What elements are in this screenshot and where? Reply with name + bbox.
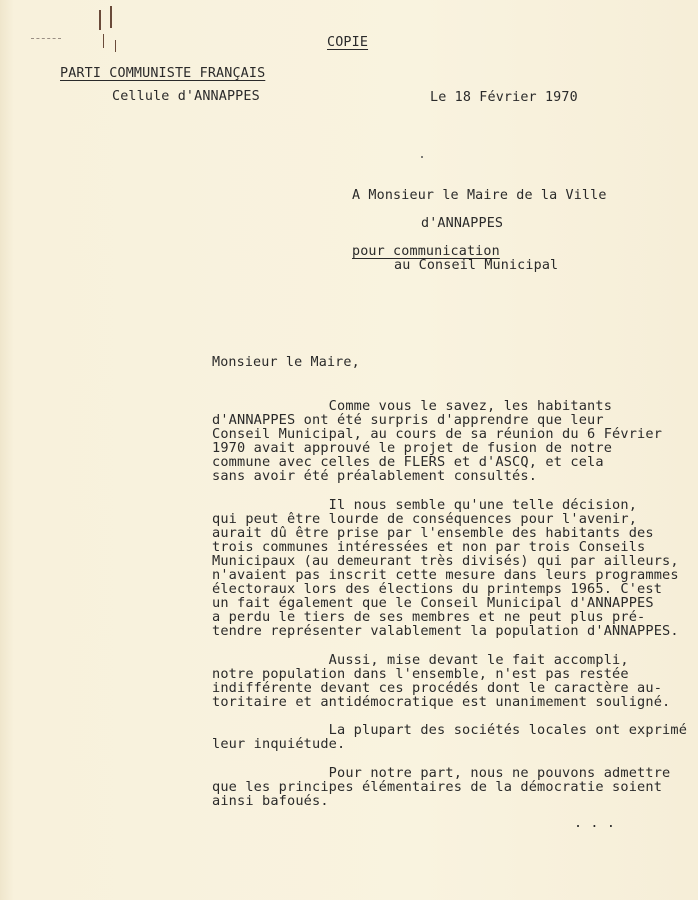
body-line: Pour notre part, nous ne pouvons admettre [212, 765, 671, 781]
body-line: ainsi bafoués. [212, 793, 329, 809]
recipient-line-4: au Conseil Municipal [394, 258, 559, 273]
body-line: Aussi, mise devant le fait accompli, [212, 652, 629, 668]
recipient-line-3: pour communication [352, 244, 500, 259]
body-line: 1970 avait approuvé le projet de fusion de notre [212, 440, 613, 456]
stray-dot [421, 156, 423, 158]
recipient-line-2: d'ANNAPPES [421, 216, 504, 231]
letter-date: Le 18 Février 1970 [430, 90, 578, 105]
body-line: d'ANNAPPES ont été surpris d'apprendre que leur [212, 412, 604, 428]
continuation-marker: . . . [574, 816, 616, 831]
cell-name: Cellule d'ANNAPPES [112, 89, 260, 104]
body-line: Conseil Municipal, au cours de sa réunion du 6 Février [212, 426, 663, 442]
body-line: La plupart des sociétés locales ont exprimé [212, 722, 688, 738]
body-line: Il nous semble qu'une telle décision, [212, 497, 638, 513]
margin-mark [31, 38, 61, 40]
recipient-line-1: A Monsieur le Maire de la Ville [352, 188, 607, 203]
body-line: indifférente devant ces procédés dont le caractère au- [212, 680, 663, 696]
body-line: Comme vous le savez, les habitants [212, 398, 613, 414]
body-line: leur inquiétude. [212, 736, 346, 752]
body-line: électoraux lors des élections du printemps 1965. C'est [212, 581, 663, 597]
pen-marks [95, 4, 125, 56]
body-line: aurait dû être prise par l'ensemble des habitants des [212, 525, 654, 541]
salutation: Monsieur le Maire, [212, 355, 360, 370]
body-line: toritaire et antidémocratique est unanimement souligné. [212, 694, 671, 710]
organization-name: PARTI COMMUNISTE FRANÇAIS [60, 66, 266, 81]
body-line: que les principes élémentaires de la démocratie soient [212, 779, 663, 795]
body-line: notre population dans l'ensemble, n'est pas restée [212, 666, 629, 682]
body-line: a perdu le tiers de ses membres et ne peut plus pré- [212, 609, 646, 625]
body-line: tendre représenter valablement la population d'ANNAPPES. [212, 623, 679, 639]
body-line: commune avec celles de FLERS et d'ASCQ, et cela [212, 454, 604, 470]
body-line: n'avaient pas inscrit cette mesure dans leurs programmes [212, 567, 679, 583]
body-line: sans avoir été préalablement consultés. [212, 468, 538, 484]
copy-label: COPIE [327, 35, 369, 50]
body-line: qui peut être lourde de conséquences pour l'avenir, [212, 511, 638, 527]
body-line: un fait également que le Conseil Municipal d'ANNAPPES [212, 595, 654, 611]
body-line: Municipaux (au demeurant très divisés) qui par ailleurs, [212, 553, 679, 569]
body-line: trois communes intéressées et non par trois Conseils [212, 539, 646, 555]
